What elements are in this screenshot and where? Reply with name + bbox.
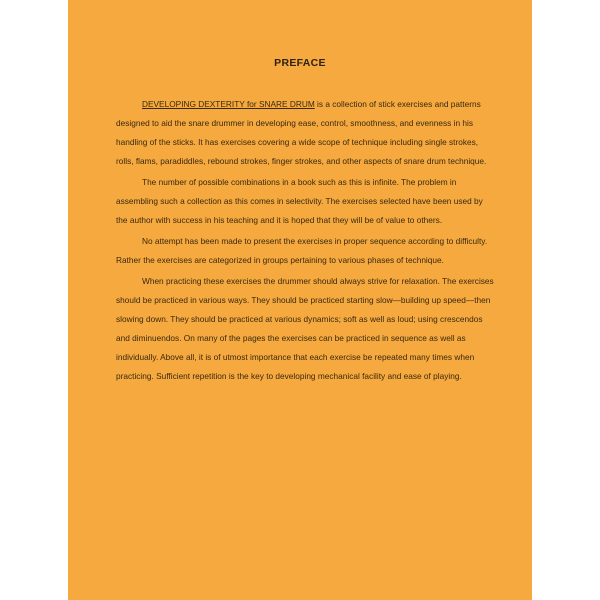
preface-body: [116, 95, 494, 388]
paragraph-4: When practicing these exercises the drummer should always strive for relaxation. The exercises should be practiced in various ways. They should be practiced starting slow—building up speed—then slowing down. They should be practiced at various dynamics; soft as well as loud; using crescendos and diminuendos. On many of the pages the exercises can be practiced in sequence as well as individually. Above all, it is of utmost importance that each exercise be repeated many times when practicing. Sufficient repetition is the key to developing mechanical facility and ease of playing.: [116, 276, 494, 381]
paragraph-3: No attempt has been made to present the exercises in proper sequence according to difficulty. Rather the exercises are categorized in groups pertaining to various phases of technique.: [116, 236, 488, 265]
paragraph-1: [116, 95, 494, 171]
paragraph-2: The number of possible combinations in a book such as this is infinite. The problem in assembling such a collection as this comes in selectivity. The exercises selected have been used by the author with success in his teaching and it is hoped that they will be of value to others.: [116, 177, 483, 225]
document-page: [68, 0, 532, 600]
paragraph-1-text: is a collection of stick exercises and patterns designed to aid the snare drummer in developing ease, control, smoothness, and evenness in his handling of the sticks. It has exercises covering a wide scope of technique including single strokes, rolls, flams, paradiddles, rebound strokes, finger strokes, and other aspects of snare drum technique.: [116, 99, 487, 166]
book-title: DEVELOPING DEXTERITY for SNARE DRUM: [142, 99, 315, 109]
page-title: PREFACE: [274, 57, 326, 69]
